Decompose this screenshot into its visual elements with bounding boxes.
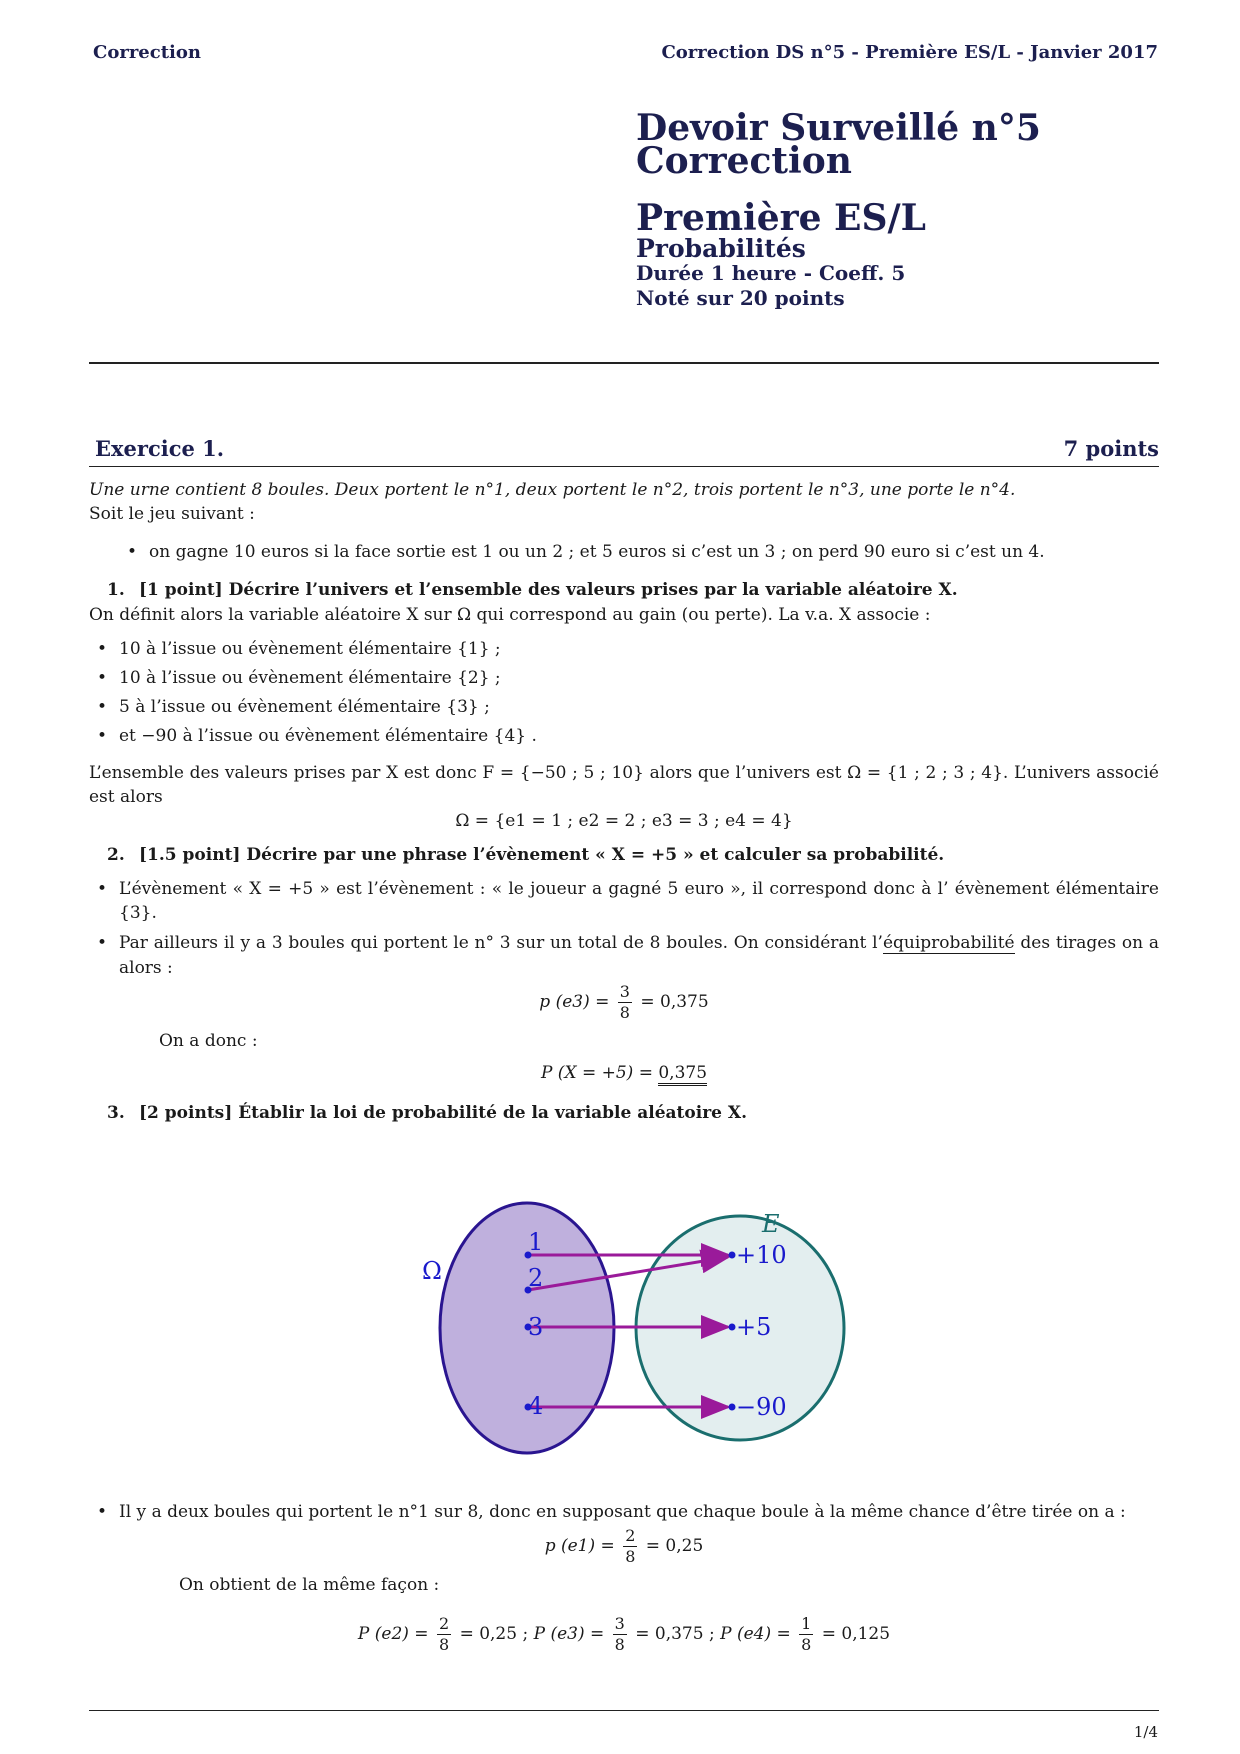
- mapping-diagram: [410, 1200, 870, 1470]
- q2-equation-2: [89, 1061, 1159, 1085]
- q2-donc: On a donc :: [159, 1030, 258, 1051]
- list-item: • L’évènement « X = +5 » est l’évènement : « le joueur a gagné 5 euro », il correspond donc à l’ évènement élémentaire {3}.: [89, 877, 1159, 925]
- intro: Soit le jeu suivant :: [89, 504, 255, 525]
- q1-conclusion: L’ensemble des valeurs prises par X est donc F = {−50 ; 5 ; 10} alors que l’univers est Ω = {1 ; 2 ; 3 ; 4}. L’univers associé est alors: [89, 762, 1159, 807]
- exercise-points: 7 points: [1063, 436, 1159, 461]
- fraction-num: 2: [625, 1526, 636, 1546]
- list-item: • on gagne 10 euros si la face sortie est 1 ou un 2 ; et 5 euros si c’est un 3 ; on perd 90 euro si c’est un 4.: [119, 540, 1159, 564]
- eq-right: = 0,25: [645, 1536, 704, 1557]
- fraction-den: 8: [625, 1547, 636, 1567]
- exercise-header: [89, 434, 1159, 467]
- eq-left: P (e2) =: [357, 1624, 429, 1645]
- fraction-num: 2: [438, 1614, 450, 1634]
- eq-right: = 0,375: [640, 991, 709, 1012]
- title-line5: Durée 1 heure - Coeff. 5: [636, 261, 906, 285]
- q2-item2-a: Par ailleurs il y a 3 boules qui portent le n° 3 sur un total de 8 boules. On considérant l’: [119, 933, 883, 954]
- question-2: [89, 843, 1159, 867]
- eq-result: 0,375: [658, 1063, 707, 1086]
- question-number: 1.: [107, 580, 125, 601]
- list-item: • et −90 à l’issue ou évènement élémentaire {4} .: [89, 722, 1159, 751]
- fraction-num: 1: [801, 1614, 812, 1634]
- eq-left: p (e3) =: [539, 991, 610, 1012]
- fraction: [623, 1526, 637, 1567]
- fraction-den: 8: [801, 1635, 812, 1655]
- e-element-minus90: −90: [736, 1393, 787, 1421]
- title-block: [636, 107, 1041, 311]
- q3-list: [89, 1500, 1159, 1524]
- question-title: [2 points] Établir la loi de probabilité de la variable aléatoire X.: [139, 1102, 748, 1123]
- omega-element-4: 4: [528, 1392, 544, 1420]
- title-divider: [89, 362, 1159, 364]
- exercise-content: [89, 478, 1159, 1125]
- list-item: • 5 à l’issue ou évènement élémentaire {3} ;: [89, 693, 1159, 722]
- title-line1: Devoir Surveillé n°5: [636, 107, 1041, 149]
- rule-list: [119, 540, 1159, 564]
- exercise-title: Exercice 1.: [95, 436, 225, 461]
- header-left: Correction: [93, 42, 201, 63]
- q2-item2-b: des tirages on a alors :: [119, 933, 1159, 978]
- list-item: • 10 à l’issue ou évènement élémentaire {2} ;: [89, 664, 1159, 693]
- question-title: [1 point] Décrire l’univers et l’ensemble des valeurs prises par la variable aléatoire X.: [139, 580, 958, 601]
- question-number: 3.: [107, 1102, 125, 1123]
- q2-list: [89, 877, 1159, 980]
- title-line2: Correction: [636, 140, 852, 182]
- eq-right: = 0,25 ;: [459, 1624, 529, 1645]
- e-element-plus5: +5: [736, 1313, 772, 1341]
- e-label: E: [762, 1210, 780, 1238]
- header-right: Correction DS n°5 - Première ES/L - Janvier 2017: [661, 42, 1158, 63]
- q1-formula: Ω = {e1 = 1 ; e2 = 2 ; e3 = 3 ; e4 = 4}: [455, 810, 793, 831]
- eq-left: p (e1) =: [544, 1536, 615, 1557]
- question-3: [89, 1101, 1159, 1125]
- footer-divider: [89, 1710, 1159, 1711]
- fraction: [618, 982, 632, 1023]
- omega-element-2: 2: [528, 1264, 544, 1292]
- intro-italic: Une urne contient 8 boules. Deux portent le n°1, deux portent le n°2, trois portent le n°3, une porte le n°4.: [89, 480, 1016, 500]
- fraction: [799, 1614, 813, 1655]
- list-item: • 10 à l’issue ou évènement élémentaire {1} ;: [89, 635, 1159, 664]
- title-line3: Première ES/L: [636, 197, 926, 239]
- q3-equation-2: [89, 1614, 1159, 1655]
- fraction-den: 8: [438, 1635, 450, 1655]
- omega-element-1: 1: [528, 1228, 544, 1256]
- eq-right: = 0,375 ;: [635, 1624, 715, 1645]
- q1-list: [89, 635, 1159, 751]
- eq-left: P (e4) =: [720, 1624, 791, 1645]
- q3-equation-1: [89, 1526, 1159, 1567]
- question-1: [89, 578, 1159, 602]
- question-number: 2.: [107, 845, 125, 865]
- q3-content: [89, 1500, 1159, 1655]
- omega-element-3: 3: [528, 1313, 544, 1341]
- list-item: • Il y a deux boules qui portent le n°1 sur 8, donc en supposant que chaque boule à la même chance d’être tirée on a :: [89, 1500, 1159, 1524]
- fraction-num: 3: [614, 1614, 625, 1634]
- q2-item2-underlined: équiprobabilité: [882, 933, 1015, 954]
- omega-label: Ω: [422, 1257, 442, 1285]
- page-number: 1/4: [1133, 1723, 1158, 1741]
- title-line6: Noté sur 20 points: [636, 286, 845, 310]
- q3-same: On obtient de la même façon :: [179, 1575, 440, 1596]
- q2-equation-1: [89, 982, 1159, 1023]
- fraction-den: 8: [619, 1002, 630, 1022]
- eq-left: P (X = +5) =: [540, 1062, 653, 1083]
- q1-text: On définit alors la variable aléatoire X sur Ω qui correspond au gain (ou perte). La v.a. X associe :: [89, 604, 931, 625]
- question-title: [1.5 point] Décrire par une phrase l’évènement « X = +5 » et calculer sa probabilité.: [139, 845, 945, 865]
- eq-left: P (e3) =: [533, 1624, 605, 1645]
- title-line4: Probabilités: [636, 234, 806, 263]
- fraction: [437, 1614, 451, 1655]
- eq-right: = 0,125: [821, 1624, 891, 1645]
- fraction-num: 3: [619, 981, 630, 1001]
- fraction-den: 8: [614, 1635, 625, 1655]
- fraction: [613, 1614, 627, 1655]
- list-item: [89, 931, 1159, 979]
- e-element-plus10: +10: [736, 1241, 787, 1269]
